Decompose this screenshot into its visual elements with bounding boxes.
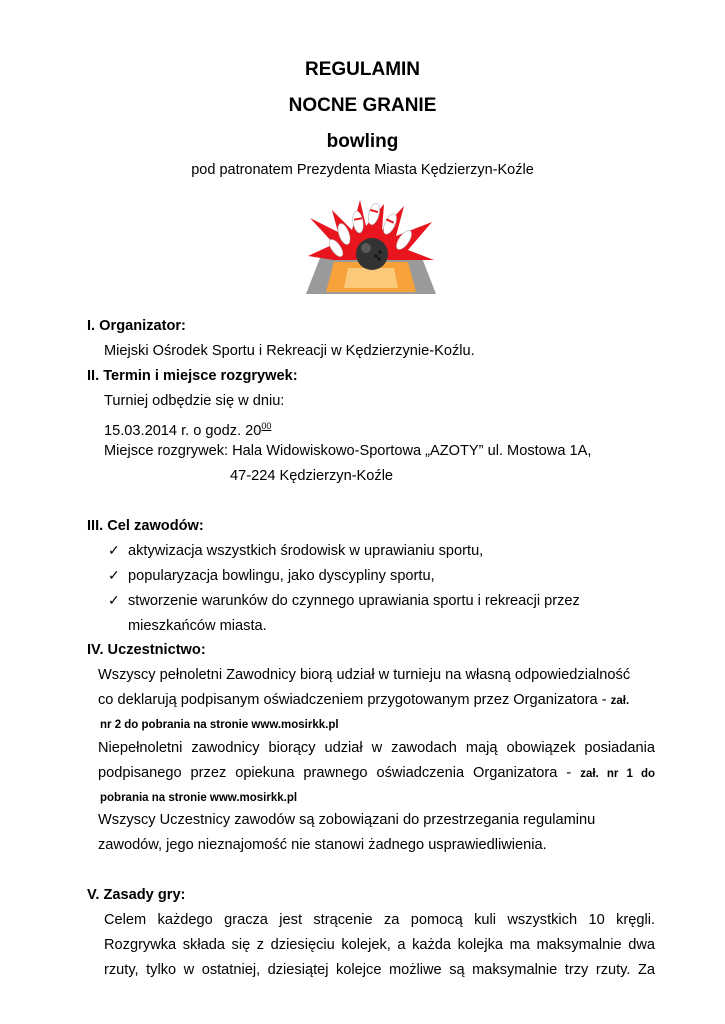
patronage-line: pod patronatem Prezydenta Miasta Kędzierzyn-Koźle	[191, 162, 534, 178]
bowling-strike-icon	[304, 196, 438, 296]
rules-line3: rzuty, tylko w ostatniej, dziesiątej kolejce możliwe są maksymalnie trzy rzuty. Za	[104, 962, 655, 978]
checkmark-icon: ✓	[108, 567, 120, 583]
participation-p1-note: nr 2 do pobrania na stronie www.mosirkk.pl	[100, 719, 339, 731]
bowling-ball	[356, 238, 388, 270]
goal-item: aktywizacja wszystkich środowisk w uprawianiu sportu,	[128, 543, 484, 559]
tournament-city: 47-224 Kędzierzyn-Koźle	[230, 468, 394, 484]
participation-p3-line1: Wszyscy Uczestnicy zawodów są zobowiązani do przestrzegania regulaminu	[98, 812, 596, 828]
rules-line1: Celem każdego gracza jest strącenie za pomocą kuli wszystkich 10 kręgli.	[104, 912, 655, 928]
checkmark-icon: ✓	[108, 592, 120, 608]
doc-subtitle-bowling: bowling	[326, 131, 399, 152]
goal-item: popularyzacja bowlingu, jako dyscypliny sportu,	[128, 568, 435, 584]
doc-subtitle: NOCNE GRANIE	[288, 95, 437, 116]
participation-p3-line2: zawodów, jego nieznajomość nie stanowi żadnego usprawiedliwienia.	[98, 837, 547, 853]
lane-light	[344, 268, 398, 288]
section-heading-organizer: I. Organizator:	[87, 318, 186, 334]
tournament-date: 15.03.2014 r. o godz. $20^{00}$	[104, 421, 272, 439]
participation-p2-note: pobrania na stronie www.mosirkk.pl	[100, 792, 298, 804]
tournament-day-label: Turniej odbędzie się w dniu:	[104, 393, 285, 409]
goal-item-continuation: mieszkańców miasta.	[128, 618, 267, 634]
section-heading-participation: IV. Uczestnictwo:	[87, 642, 206, 658]
doc-title: REGULAMIN	[304, 59, 421, 80]
section-heading-goals: III. Cel zawodów:	[87, 518, 204, 534]
checkmark-icon: ✓	[108, 542, 120, 558]
tournament-place: Miejsce rozgrywek: Hala Widowiskowo-Sportowa „AZOTY” ul. Mostowa 1A,	[104, 443, 592, 459]
section-heading-rules: V. Zasady gry:	[87, 887, 186, 903]
organizer-text: Miejski Ośrodek Sportu i Rekreacji w Kędzierzynie-Koźlu.	[104, 343, 475, 359]
rules-line2: Rozgrywka składa się z dziesięciu kolejek, a każda kolejka ma maksymalnie dwa	[104, 937, 655, 953]
participation-p1-line1: Wszyscy pełnoletni Zawodnicy biorą udział w turnieju na własną odpowiedzialność	[98, 667, 631, 683]
participation-p2-line1: Niepełnoletni zawodnicy biorący udział w zawodach mają obowiązek posiadania	[98, 740, 655, 756]
section-heading-date-place: II. Termin i miejsce rozgrywek:	[87, 368, 298, 384]
participation-p2-line2: podpisanego przez opiekuna prawnego oświadczenia Organizatora - zał. nr 1 do	[98, 765, 655, 781]
participation-p1-line2: co deklarują podpisanym oświadczeniem przygotowanym przez Organizatora - zał.	[98, 692, 630, 708]
goal-item: stworzenie warunków do czynnego uprawiania sportu i rekreacji przez	[128, 593, 580, 609]
